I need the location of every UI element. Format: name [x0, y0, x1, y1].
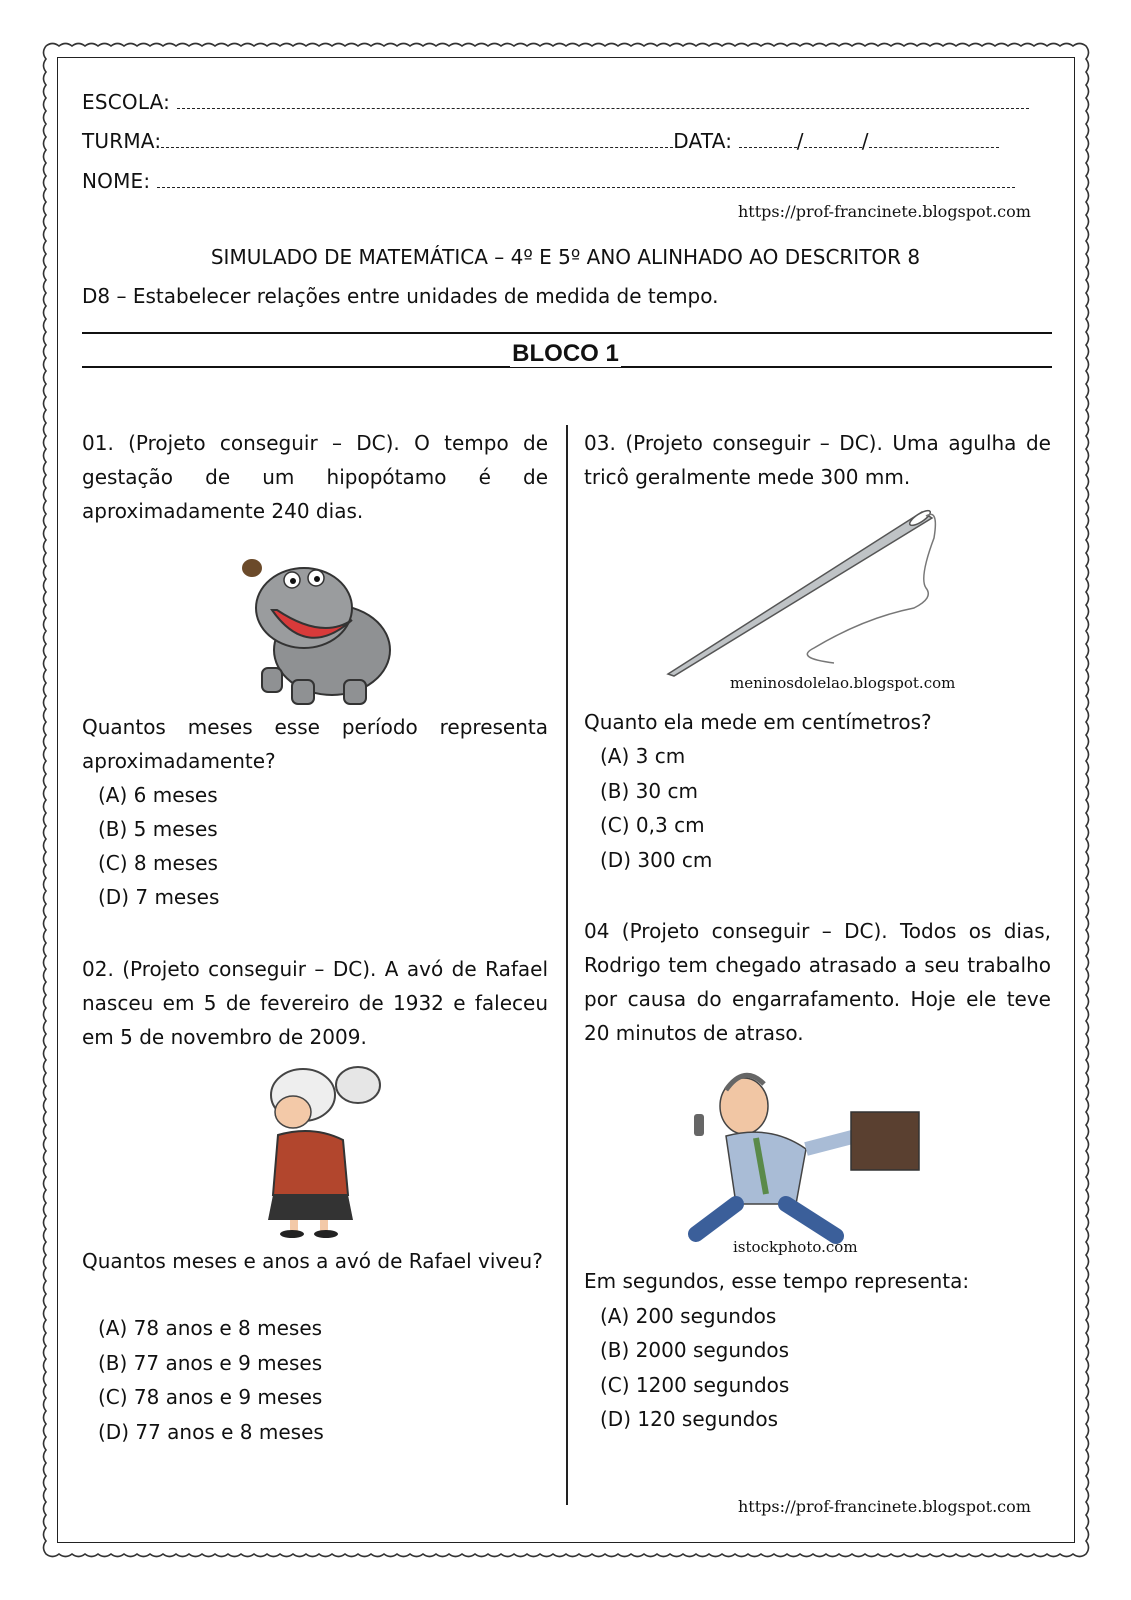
data-slash: /: [861, 129, 869, 153]
turma-field[interactable]: [161, 133, 673, 148]
q4-option-a[interactable]: (A) 200 segundos: [600, 1304, 777, 1328]
q2-option-b[interactable]: (B) 77 anos e 9 meses: [98, 1351, 323, 1375]
q1-option-d[interactable]: (D) 7 meses: [98, 885, 220, 909]
escola-field[interactable]: [177, 94, 1029, 109]
site-link-bottom[interactable]: https://prof-francinete.blogspot.com: [738, 1497, 1031, 1516]
q3-option-c[interactable]: (C) 0,3 cm: [600, 813, 705, 837]
q1-option-b[interactable]: (B) 5 meses: [98, 817, 218, 841]
q3-intro: 03. (Projeto conseguir – DC). Uma agulha de tricô geralmente mede 300 mm.: [584, 431, 1051, 489]
q2-intro: 02. (Projeto conseguir – DC). A avó de Rafael nasceu em 5 de fevereiro de 1932 e faleceu em 5 de novembro de 2009.: [82, 957, 548, 1049]
nome-field[interactable]: [157, 173, 1015, 188]
q2-option-a[interactable]: (A) 78 anos e 8 meses: [98, 1316, 323, 1340]
q1-intro: 01. (Projeto conseguir – DC). O tempo de gestação de um hipopótamo é de aproximadamente 240 dias.: [82, 431, 548, 523]
q4-option-b[interactable]: (B) 2000 segundos: [600, 1338, 790, 1362]
needle-credit: meninosdolelao.blogspot.com: [730, 674, 956, 692]
q1-option-a[interactable]: (A) 6 meses: [98, 783, 218, 807]
bloco-label: BLOCO 1: [512, 340, 619, 367]
escola-label: ESCOLA:: [82, 90, 171, 114]
q4-option-c[interactable]: (C) 1200 segundos: [600, 1373, 790, 1397]
data-day-field[interactable]: [739, 133, 797, 148]
needle-image: [664, 498, 954, 680]
q3-prompt: Quanto ela mede em centímetros?: [584, 710, 932, 734]
q2-option-c[interactable]: (C) 78 anos e 9 meses: [98, 1385, 323, 1409]
page-title: SIMULADO DE MATEMÁTICA – 4º E 5º ANO ALINHADO AO DESCRITOR 8: [210, 245, 921, 269]
divider-rule: [82, 332, 1052, 334]
q1-prompt: Quantos meses esse período representa aproximadamente?: [82, 715, 548, 773]
q2-option-d[interactable]: (D) 77 anos e 8 meses: [98, 1420, 324, 1444]
bloco-heading: [0, 340, 1131, 368]
data-label: DATA:: [673, 129, 733, 153]
turma-row: [82, 129, 999, 153]
grandma-image: [248, 1060, 388, 1240]
escola-row: [82, 90, 1029, 114]
running-man-credit: istockphoto.com: [733, 1238, 858, 1256]
data-year-field[interactable]: [869, 133, 999, 148]
site-link-top[interactable]: https://prof-francinete.blogspot.com: [738, 202, 1031, 221]
q4-option-d[interactable]: (D) 120 segundos: [600, 1407, 779, 1431]
running-man-image: [686, 1054, 964, 1250]
nome-row: [82, 169, 1015, 193]
q3-option-b[interactable]: (B) 30 cm: [600, 779, 698, 803]
data-slash: /: [796, 129, 804, 153]
q4-prompt: Em segundos, esse tempo representa:: [584, 1269, 970, 1293]
q4-intro: 04 (Projeto conseguir – DC). Todos os dias, Rodrigo tem chegado atrasado a seu trabalho por causa do engarrafamento. Hoje ele teve 20 minutos de atraso.: [584, 919, 1051, 1045]
q3-option-d[interactable]: (D) 300 cm: [600, 848, 713, 872]
descriptor-text: D8 – Estabelecer relações entre unidades de medida de tempo.: [82, 284, 719, 308]
column-divider: [566, 425, 568, 1505]
nome-label: NOME:: [82, 169, 151, 193]
q2-prompt: Quantos meses e anos a avó de Rafael viveu?: [82, 1249, 543, 1273]
q3-option-a[interactable]: (A) 3 cm: [600, 744, 686, 768]
q1-option-c[interactable]: (C) 8 meses: [98, 851, 218, 875]
hippo-image: [232, 540, 408, 710]
data-month-field[interactable]: [804, 133, 862, 148]
turma-label: TURMA:: [82, 129, 162, 153]
